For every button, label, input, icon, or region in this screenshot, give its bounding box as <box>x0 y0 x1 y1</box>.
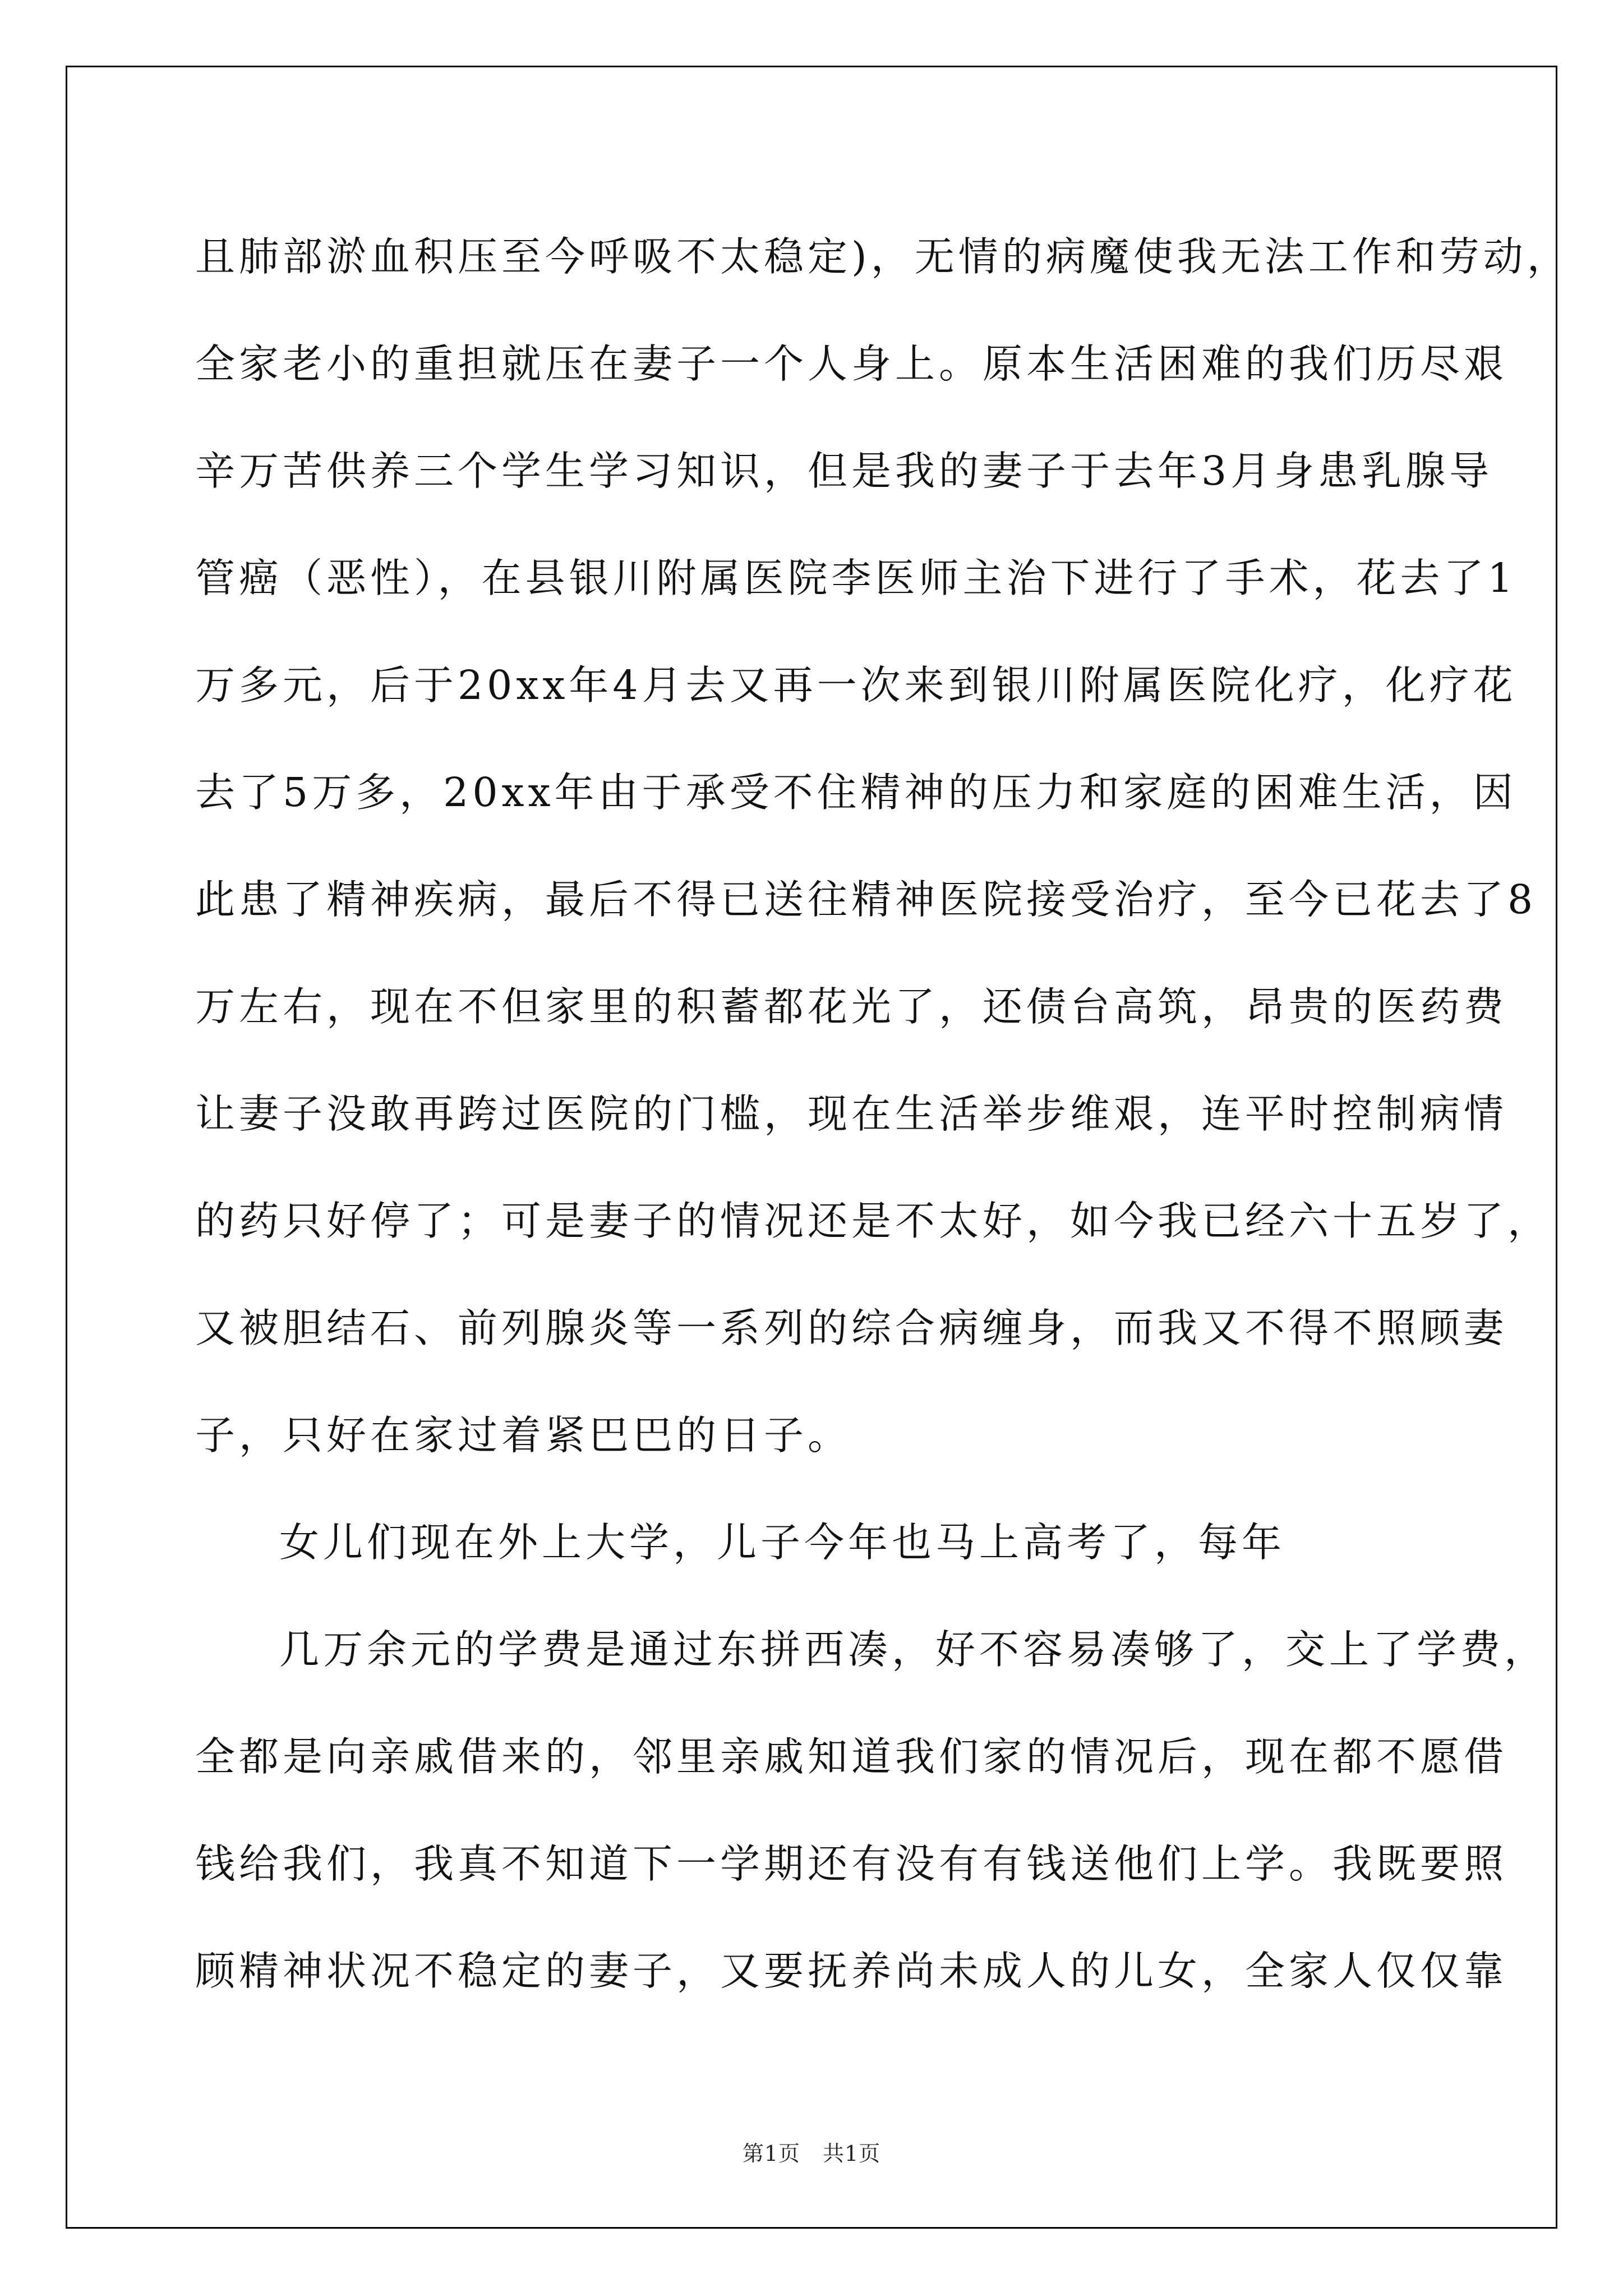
text-line: 的药只好停了；可是妻子的情况还是不太好，如今我已经六十五岁了， <box>195 1198 1552 1244</box>
page-number: 第1页 <box>742 2141 800 2166</box>
text-line: 子，只好在家过着紧巴巴的日子。 <box>195 1412 852 1458</box>
text-line: 去了5万多，20xx年由于承受不住精神的压力和家庭的困难生活，因 <box>195 769 1517 816</box>
text-line: 又被胆结石、前列腺炎等一系列的综合病缠身，而我又不得不照顾妻 <box>195 1305 1508 1351</box>
document-body <box>195 203 1571 2024</box>
paragraph-start-line: 几万余元的学费是通过东拼西凑，好不容易凑够了，交上了学费， <box>279 1626 1548 1673</box>
text-line: 全家老小的重担就压在妻子一个人身上。原本生活困难的我们历尽艰 <box>195 341 1508 387</box>
paragraph-start-line: 女儿们现在外上大学，儿子今年也马上高考了，每年 <box>279 1519 1286 1566</box>
text-line: 全都是向亲戚借来的，邻里亲戚知道我们家的情况后，现在都不愿借 <box>195 1733 1508 1780</box>
text-line: 钱给我们，我真不知道下一学期还有没有有钱送他们上学。我既要照 <box>195 1841 1508 1887</box>
text-line: 万多元，后于20xx年4月去又再一次来到银川附属医院化疗，化疗花 <box>195 662 1517 708</box>
text-line: 辛万苦供养三个学生学习知识，但是我的妻子于去年3月身患乳腺导 <box>195 448 1493 494</box>
page-total: 共1页 <box>823 2141 881 2166</box>
text-line: 顾精神状况不稳定的妻子，又要抚养尚未成人的儿女，全家人仅仅靠 <box>195 1948 1508 1994</box>
text-line: 此患了精神疾病，最后不得已送往精神医院接受治疗，至今已花去了8 <box>195 876 1537 923</box>
text-line: 万左右，现在不但家里的积蓄都花光了，还债台高筑，昂贵的医药费 <box>195 983 1508 1030</box>
text-line: 且肺部淤血积压至今呼吸不太稳定)，无情的病魔使我无法工作和劳动， <box>195 233 1571 280</box>
page-footer <box>0 2136 1623 2167</box>
text-line: 让妻子没敢再跨过医院的门槛，现在生活举步维艰，连平时控制病情 <box>195 1091 1508 1137</box>
text-line: 管癌（恶性），在县银川附属医院李医师主治下进行了手术，花去了1 <box>195 555 1517 601</box>
